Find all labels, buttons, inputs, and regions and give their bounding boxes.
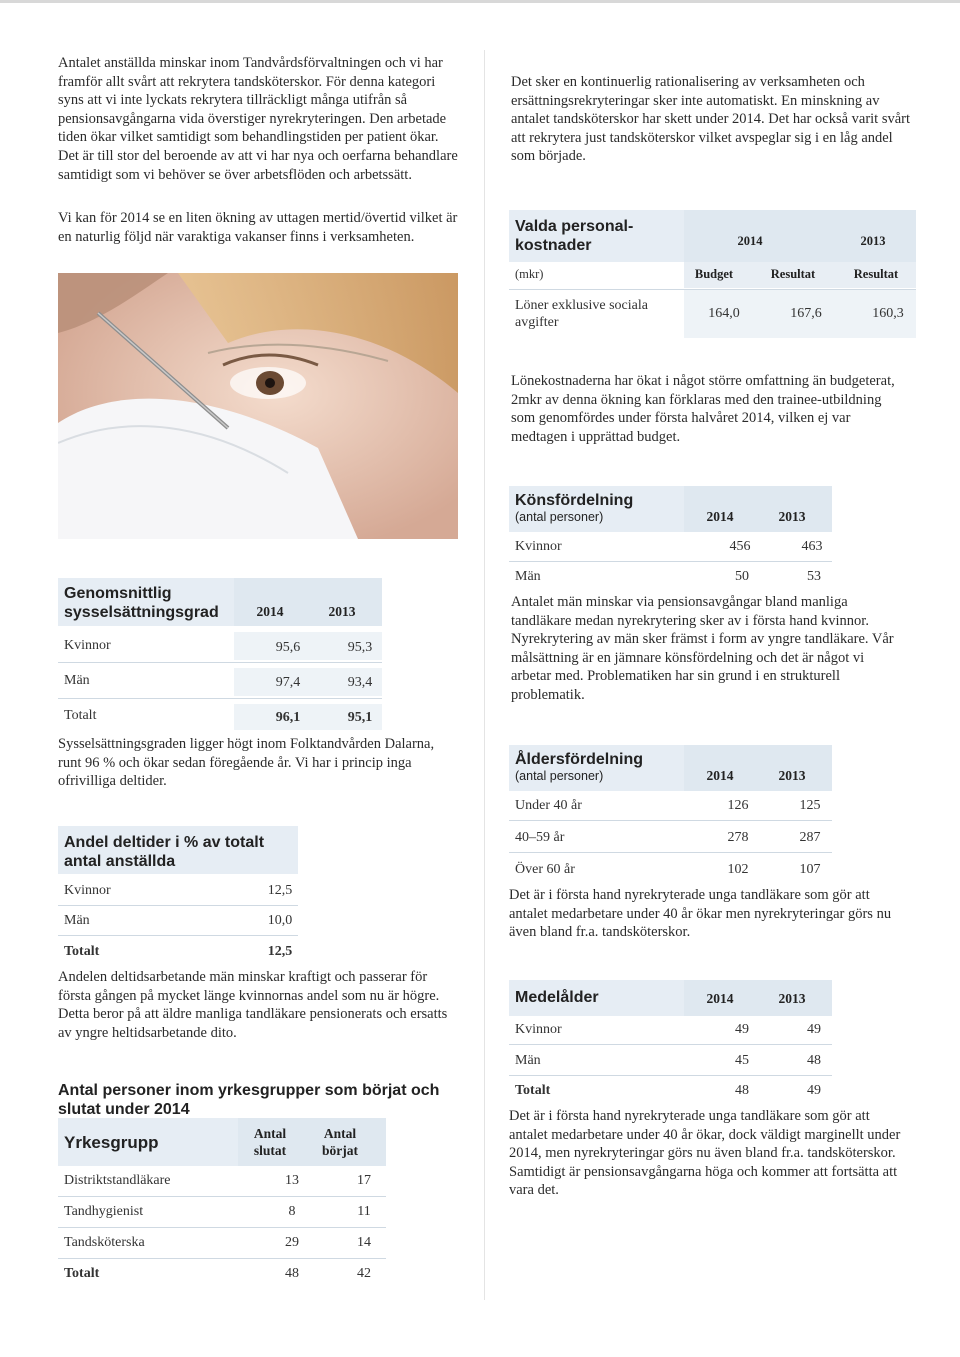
- sysselsattning-row-label: Män: [64, 673, 90, 688]
- kon-header-2014: 2014: [706, 509, 734, 524]
- sysselsattning-value: 93,4: [347, 675, 373, 690]
- column-divider: [484, 50, 485, 1300]
- yrke-value: 29: [285, 1235, 299, 1250]
- alder-row-label: Under 40 år: [515, 798, 582, 813]
- sysselsattning-header-2014: 2014: [256, 604, 284, 619]
- yrke-value: 14: [357, 1235, 371, 1250]
- medel-row-label: Kvinnor: [515, 1022, 562, 1037]
- personal-resultat-2014: 167,6: [790, 306, 822, 321]
- left-intro-paragraph-1: Antalet anställda minskar inom Tandvårdsförvaltningen och vi har framför allt svårt att rekrytera tandsköterskor. För denna kategori syns att vi inte lyckats rekrytera tillräckligt många utifrån så pensionsavgångarna vida överstiger nyrekryteringen. Den arbetade tiden ökar vilket samtidigt som behandlingstiden per patient ökar. Det är till stor del beroende av att vi har nya och oerfarna behandlare samtidigt som vi behöver se över arbetsflöden och arbetssätt.: [58, 55, 458, 183]
- kon-value: 53: [807, 569, 821, 584]
- personal-unit: (mkr): [515, 267, 544, 281]
- alder-table-subtitle: (antal personer): [515, 769, 604, 783]
- medel-value: 49: [735, 1022, 749, 1037]
- deltid-note: Andelen deltidsarbetande män minskar kraftigt och passerar för första gången på mycket länge kvinnornas andel som nu är högre. Detta beror på att äldre manliga tandläkare pensionerats och ersatts av yngre heltidsarbetande dito.: [58, 969, 448, 1041]
- medel-value: 49: [807, 1083, 821, 1098]
- alder-row-label: Över 60 år: [515, 862, 575, 877]
- deltid-row-label: Kvinnor: [64, 883, 111, 898]
- dental-nurse-photo: [58, 273, 458, 539]
- deltid-value: 10,0: [267, 913, 293, 928]
- yrke-value: 11: [357, 1204, 371, 1219]
- kon-note: Antalet män minskar via pensionsavgångar bland manliga tandläkare medan nyrekrytering sker av i första hand kvinnor. Nyrekrytering av män sker främst i form av yngre tandläkare. Vår målsättning är en jämnare könsfördelning och det är något vi arbetar med. Problematiken har sin grund i en strukturell problematik.: [511, 594, 894, 703]
- personal-header-resultat: Resultat: [770, 267, 816, 281]
- kon-value: 463: [801, 539, 823, 554]
- medel-header-2014: 2014: [706, 991, 734, 1006]
- yrke-value: 17: [357, 1173, 371, 1188]
- kon-value: 50: [735, 569, 749, 584]
- right-intro-paragraph: Det sker en kontinuerlig rationalisering av verksamheten och ersättningsrekryteringar sker inte automatiskt. En minskning av antalet tandsköterskor har skett under 2014. Det har också varit svårt att rekrytera just tandsköterskor vilket avspeglar sig i en låg andel som började.: [511, 74, 911, 165]
- alder-header-2014: 2014: [706, 768, 734, 783]
- medel-note: Det är i första hand nyrekryterade unga tandläkare som gör att antalet medarbetare under 40 år ökar, dock väldigt marginellt under 2014, men nyrekryteringar görs nu även bland fr.a. tandsköterskor. Samtidigt är pensionsavgångarna höga och kommer att fortsätta att vara det.: [509, 1108, 901, 1199]
- sysselsattning-value: 97,4: [275, 675, 301, 690]
- kon-table-title: Könsfördelning: [515, 492, 634, 509]
- medel-value: 48: [807, 1053, 821, 1068]
- kon-header-2013: 2013: [778, 509, 806, 524]
- top-rule: [0, 0, 960, 3]
- alder-value: 102: [727, 862, 749, 877]
- kon-row-label: Män: [515, 569, 541, 584]
- alder-value: 126: [727, 798, 749, 813]
- personal-header-2013: 2013: [860, 234, 886, 248]
- sysselsattning-value: 95,1: [347, 710, 373, 725]
- medel-value: 49: [807, 1022, 821, 1037]
- sysselsattning-value: 95,6: [275, 640, 301, 655]
- sysselsattning-row-label: Totalt: [64, 708, 97, 723]
- left-intro-paragraph-2: Vi kan för 2014 se en liten ökning av uttagen mertid/övertid vilket är en naturlig följd när varaktiga vakanser finns i verksamheten.: [58, 210, 458, 245]
- sysselsattning-header-2013: 2013: [328, 604, 356, 619]
- alder-value: 125: [799, 798, 821, 813]
- sysselsattning-value: 96,1: [275, 710, 301, 725]
- medel-value: 48: [735, 1083, 749, 1098]
- deltid-row-label: Män: [64, 913, 90, 928]
- medel-row-label: Män: [515, 1053, 541, 1068]
- yrke-row-label: Distriktstandläkare: [64, 1173, 171, 1188]
- yrke-table-title: Yrkesgrupp: [64, 1133, 159, 1152]
- medel-row-label: Totalt: [515, 1083, 551, 1098]
- deltid-row-label: Totalt: [64, 944, 100, 959]
- deltid-value: 12,5: [267, 883, 293, 898]
- alder-row-label: 40–59 år: [515, 830, 565, 845]
- personal-row-label: Löner exklusive sociala avgifter: [515, 298, 648, 330]
- alder-value: 278: [727, 830, 749, 845]
- yrke-row-label: Tandhygienist: [64, 1204, 144, 1219]
- sysselsattning-row-label: Kvinnor: [64, 638, 111, 653]
- deltid-table-title: Andel deltider i % av totalt antal anställda: [64, 834, 265, 870]
- personal-resultat-2013: 160,3: [872, 306, 904, 321]
- alder-table-title: Åldersfördelning: [515, 751, 644, 768]
- alder-note: Det är i första hand nyrekryterade unga tandläkare som gör att antalet medarbetare under 40 år ökar men nyrekryteringar görs nu även bland fr.a. tandsköterskor.: [509, 887, 892, 941]
- yrke-value: 42: [357, 1266, 371, 1281]
- alder-value: 107: [799, 862, 821, 877]
- yrke-row-label: Totalt: [64, 1266, 100, 1281]
- medel-header-2013: 2013: [778, 991, 806, 1006]
- kon-row-label: Kvinnor: [515, 539, 562, 554]
- alder-value: 287: [799, 830, 821, 845]
- sysselsattning-value: 95,3: [347, 640, 373, 655]
- medel-value: 45: [735, 1053, 749, 1068]
- kon-value: 456: [729, 539, 751, 554]
- alder-header-2013: 2013: [778, 768, 806, 783]
- medel-table-title: Medelålder: [515, 989, 599, 1006]
- personal-table-title: Valda personal- kostnader: [515, 218, 634, 254]
- yrke-heading: Antal personer inom yrkesgrupper som börjat och slutat under 2014: [58, 1082, 440, 1118]
- sysselsattning-note: Sysselsättningsgraden ligger högt inom Folktandvården Dalarna, runt 96 % och ökar sedan föregående år. Vi har i princip inga ofrivilliga deltider.: [58, 736, 435, 790]
- photo-illustration: [58, 273, 458, 539]
- personal-budget-2014: 164,0: [708, 306, 740, 321]
- personal-header-2014: 2014: [737, 234, 763, 248]
- personal-header-budget: Budget: [694, 267, 734, 281]
- deltid-value: 12,5: [267, 944, 293, 959]
- yrke-value: 13: [285, 1173, 299, 1188]
- kon-table-subtitle: (antal personer): [515, 510, 604, 524]
- sysselsattning-table-title: Genomsnittlig sysselsättningsgrad: [64, 585, 219, 621]
- yrke-header-slutat: Antal slutat: [253, 1126, 287, 1158]
- yrke-header-borjat: Antal börjat: [322, 1126, 358, 1158]
- personal-header-resultat-2013: Resultat: [853, 267, 899, 281]
- yrke-row-label: Tandsköterska: [64, 1235, 145, 1250]
- personal-note: Lönekostnaderna har ökat i något större omfattning än budgeterat, 2mkr av denna ökning kan förklaras med den trainee-utbildning som genomfördes under första halvåret 2014, vilken ej var medtagen i upprättad budget.: [511, 373, 895, 445]
- yrke-value: 48: [285, 1266, 299, 1281]
- yrke-value: 8: [288, 1204, 296, 1219]
